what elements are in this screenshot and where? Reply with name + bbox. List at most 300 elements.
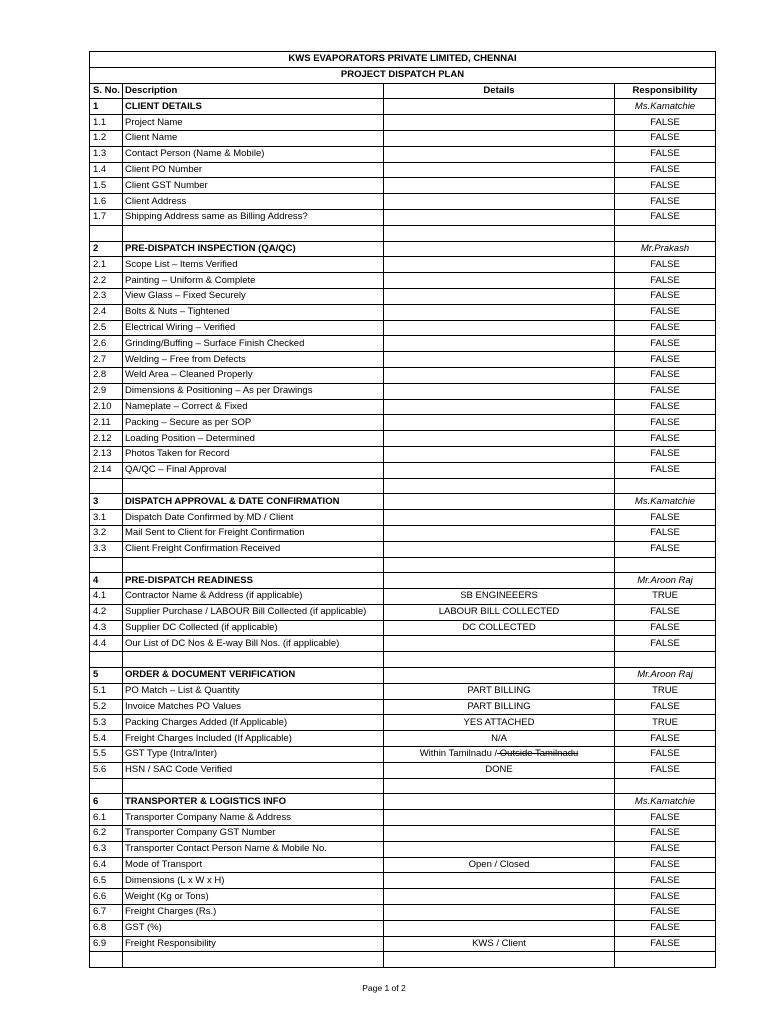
cell-description-text: Contact Person (Name & Mobile): [125, 148, 265, 160]
table-row: [90, 194, 716, 210]
cell-sno: [90, 873, 123, 889]
section-row: [90, 494, 716, 510]
cell-responsibility-text: FALSE: [650, 432, 680, 444]
cell-responsibility-text: TRUE: [652, 716, 678, 728]
table-row: [90, 431, 716, 447]
cell-description-text: Contractor Name & Address (if applicable): [125, 590, 303, 602]
cell-responsibility-text: Ms.Kamatchie: [634, 495, 696, 507]
spacer-row: [90, 225, 716, 241]
cell-description: [123, 731, 384, 747]
cell-description: [123, 510, 384, 526]
cell-description-text: HSN / SAC Code Verified: [125, 764, 233, 776]
cell-details-text: PART BILLING: [467, 685, 531, 697]
cell-sno-text: 6.3: [93, 843, 107, 855]
table-row: [90, 731, 716, 747]
cell-description: [123, 162, 384, 178]
cell-responsibility: [615, 668, 716, 684]
cell-sno: [90, 810, 123, 826]
cell-description-text: GST (%): [125, 922, 162, 934]
struck-details-text: Outside Tamilnadu: [497, 748, 579, 760]
cell-description: [123, 115, 384, 131]
cell-description: [123, 383, 384, 399]
cell-sno: [90, 636, 123, 652]
table-row: [90, 367, 716, 383]
cell-sno: [90, 668, 123, 684]
cell-details: [384, 288, 615, 304]
cell-description: [123, 225, 384, 241]
cell-description-text: TRANSPORTER & LOGISTICS INFO: [125, 795, 286, 807]
cell-sno: [90, 683, 123, 699]
cell-description: [123, 699, 384, 715]
cell-description: [123, 146, 384, 162]
cell-responsibility: [615, 241, 716, 257]
cell-description-text: Painting – Uniform & Complete: [125, 274, 256, 286]
cell-sno-text: 3: [93, 495, 99, 507]
section-row: [90, 668, 716, 684]
table-row: [90, 826, 716, 842]
cell-description: [123, 525, 384, 541]
table-row: [90, 320, 716, 336]
cell-sno-text: 2.2: [93, 274, 107, 286]
cell-details: [384, 747, 615, 763]
table-row: [90, 715, 716, 731]
cell-description: [123, 952, 384, 968]
table-row: [90, 857, 716, 873]
cell-details: [384, 873, 615, 889]
cell-description-text: Bolts & Nuts – Tightened: [125, 306, 230, 318]
cell-sno-text: 2.14: [93, 464, 112, 476]
cell-description: [123, 747, 384, 763]
cell-description-text: PRE-DISPATCH READINESS: [125, 574, 253, 586]
cell-responsibility: [615, 431, 716, 447]
cell-sno: [90, 604, 123, 620]
cell-description-text: Electrical Wiring – Verified: [125, 321, 236, 333]
cell-details: [384, 826, 615, 842]
spacer-row: [90, 952, 716, 968]
cell-details: [384, 446, 615, 462]
cell-details: [384, 462, 615, 478]
cell-responsibility: [615, 573, 716, 589]
cell-details: [384, 762, 615, 778]
cell-responsibility: [615, 178, 716, 194]
cell-details: [384, 478, 615, 494]
cell-details: [384, 99, 615, 115]
cell-sno: [90, 352, 123, 368]
cell-responsibility: [615, 383, 716, 399]
cell-responsibility-text: FALSE: [650, 811, 680, 823]
cell-description-text: Our List of DC Nos & E-way Bill Nos. (if applicable): [125, 637, 340, 649]
cell-description-text: View Glass – Fixed Securely: [125, 290, 246, 302]
cell-responsibility: [615, 889, 716, 905]
cell-responsibility: [615, 320, 716, 336]
cell-details: [384, 699, 615, 715]
cell-description-text: Client GST Number: [125, 179, 208, 191]
cell-responsibility: [615, 636, 716, 652]
cell-details: [384, 383, 615, 399]
cell-details: [384, 731, 615, 747]
cell-responsibility: [615, 273, 716, 289]
table-row: [90, 936, 716, 952]
cell-description-text: Supplier DC Collected (if applicable): [125, 622, 278, 634]
cell-responsibility-text: FALSE: [650, 859, 680, 871]
cell-responsibility: [615, 857, 716, 873]
cell-responsibility-text: FALSE: [650, 306, 680, 318]
table-row: [90, 415, 716, 431]
cell-description: [123, 446, 384, 462]
table-row: [90, 636, 716, 652]
cell-description: [123, 810, 384, 826]
cell-responsibility-text: FALSE: [650, 448, 680, 460]
table-row: [90, 810, 716, 826]
cell-description: [123, 715, 384, 731]
cell-sno-text: 6.1: [93, 811, 107, 823]
cell-sno: [90, 99, 123, 115]
cell-responsibility-text: FALSE: [650, 701, 680, 713]
cell-details: [384, 130, 615, 146]
cell-details-text: DC COLLECTED: [462, 622, 536, 634]
cell-details: [384, 257, 615, 273]
cell-details: [384, 541, 615, 557]
cell-responsibility: [615, 462, 716, 478]
cell-description: [123, 178, 384, 194]
cell-responsibility: [615, 367, 716, 383]
cell-details: [384, 841, 615, 857]
cell-sno-text: 6.6: [93, 890, 107, 902]
cell-description-text: ORDER & DOCUMENT VERIFICATION: [125, 669, 296, 681]
cell-responsibility: [615, 794, 716, 810]
cell-description: [123, 194, 384, 210]
cell-responsibility: [615, 920, 716, 936]
cell-responsibility-text: FALSE: [650, 211, 680, 223]
cell-details: [384, 636, 615, 652]
cell-details: [384, 573, 615, 589]
cell-responsibility-text: FALSE: [650, 637, 680, 649]
cell-responsibility: [615, 415, 716, 431]
cell-details: [384, 209, 615, 225]
cell-details: [384, 115, 615, 131]
cell-description: [123, 257, 384, 273]
column-header-responsibility: Responsibility: [615, 83, 716, 99]
cell-description: [123, 683, 384, 699]
cell-description-text: Packing – Secure as per SOP: [125, 416, 252, 428]
cell-sno-text: 3.2: [93, 527, 107, 539]
table-row: [90, 446, 716, 462]
table-row: [90, 288, 716, 304]
cell-sno: [90, 952, 123, 968]
cell-sno: [90, 541, 123, 557]
cell-sno: [90, 320, 123, 336]
cell-sno: [90, 826, 123, 842]
cell-details: [384, 668, 615, 684]
cell-description-text: Dispatch Date Confirmed by MD / Client: [125, 511, 294, 523]
cell-details: [384, 620, 615, 636]
cell-description: [123, 288, 384, 304]
cell-details: [384, 810, 615, 826]
cell-responsibility: [615, 810, 716, 826]
cell-description: [123, 478, 384, 494]
cell-details: [384, 162, 615, 178]
cell-responsibility: [615, 209, 716, 225]
cell-sno-text: 6.8: [93, 922, 107, 934]
table-row: [90, 209, 716, 225]
cell-sno: [90, 336, 123, 352]
cell-details: [384, 683, 615, 699]
cell-responsibility: [615, 225, 716, 241]
cell-sno-text: 1: [93, 100, 99, 112]
cell-responsibility: [615, 731, 716, 747]
cell-sno-text: 2.13: [93, 448, 112, 460]
spacer-row: [90, 557, 716, 573]
cell-responsibility: [615, 162, 716, 178]
table-row: [90, 178, 716, 194]
cell-sno-text: 2.8: [93, 369, 107, 381]
cell-sno-text: 6.9: [93, 938, 107, 950]
cell-sno: [90, 652, 123, 668]
cell-sno-text: 5.2: [93, 701, 107, 713]
cell-responsibility-text: FALSE: [650, 353, 680, 365]
cell-details: [384, 778, 615, 794]
cell-sno: [90, 194, 123, 210]
cell-responsibility: [615, 352, 716, 368]
cell-description: [123, 304, 384, 320]
cell-responsibility-text: FALSE: [650, 843, 680, 855]
cell-responsibility: [615, 604, 716, 620]
cell-responsibility: [615, 841, 716, 857]
table-row: [90, 604, 716, 620]
cell-details: [384, 525, 615, 541]
cell-description: [123, 826, 384, 842]
cell-details: [384, 415, 615, 431]
cell-sno-text: 2.3: [93, 290, 107, 302]
cell-sno-text: 1.4: [93, 163, 107, 175]
cell-details: [384, 510, 615, 526]
cell-responsibility-text: FALSE: [650, 290, 680, 302]
cell-description-text: Client Name: [125, 132, 178, 144]
cell-responsibility-text: FALSE: [650, 400, 680, 412]
cell-details: [384, 225, 615, 241]
cell-details: [384, 178, 615, 194]
cell-responsibility: [615, 762, 716, 778]
cell-description: [123, 620, 384, 636]
cell-description: [123, 415, 384, 431]
cell-responsibility-text: FALSE: [650, 416, 680, 428]
cell-description: [123, 920, 384, 936]
cell-description: [123, 367, 384, 383]
cell-sno: [90, 178, 123, 194]
cell-responsibility-text: FALSE: [650, 163, 680, 175]
table-row: [90, 525, 716, 541]
cell-description: [123, 905, 384, 921]
table-row: [90, 905, 716, 921]
cell-responsibility-text: FALSE: [650, 511, 680, 523]
cell-description: [123, 209, 384, 225]
cell-description: [123, 573, 384, 589]
cell-sno: [90, 304, 123, 320]
cell-sno: [90, 699, 123, 715]
cell-details: [384, 920, 615, 936]
cell-responsibility-text: FALSE: [650, 527, 680, 539]
cell-description: [123, 494, 384, 510]
cell-details: [384, 336, 615, 352]
cell-description-text: Transporter Company Name & Address: [125, 811, 291, 823]
cell-description-text: Dimensions & Positioning – As per Drawings: [125, 385, 313, 397]
table-row: [90, 873, 716, 889]
cell-description-text: Grinding/Buffing – Surface Finish Checked: [125, 337, 305, 349]
cell-sno-text: 5.1: [93, 685, 107, 697]
cell-sno: [90, 589, 123, 605]
cell-sno: [90, 936, 123, 952]
cell-responsibility: [615, 99, 716, 115]
cell-responsibility-text: FALSE: [650, 543, 680, 555]
cell-responsibility: [615, 873, 716, 889]
cell-responsibility-text: Ms.Kamatchie: [634, 100, 696, 112]
cell-details: [384, 652, 615, 668]
cell-sno-text: 4.1: [93, 590, 107, 602]
cell-sno-text: 2.7: [93, 353, 107, 365]
cell-responsibility: [615, 304, 716, 320]
cell-sno-text: 2.9: [93, 385, 107, 397]
cell-description-text: QA/QC – Final Approval: [125, 464, 227, 476]
cell-sno: [90, 762, 123, 778]
cell-responsibility-text: FALSE: [650, 748, 680, 760]
cell-sno: [90, 162, 123, 178]
cell-description-text: GST Type (Intra/Inter): [125, 748, 218, 760]
cell-sno: [90, 557, 123, 573]
cell-responsibility-text: FALSE: [650, 890, 680, 902]
cell-responsibility: [615, 510, 716, 526]
cell-responsibility: [615, 130, 716, 146]
cell-responsibility: [615, 905, 716, 921]
cell-sno: [90, 778, 123, 794]
cell-responsibility-text: FALSE: [650, 274, 680, 286]
spacer-row: [90, 652, 716, 668]
cell-description: [123, 936, 384, 952]
cell-sno-text: 5.5: [93, 748, 107, 760]
table-row: [90, 352, 716, 368]
cell-description-text: Project Name: [125, 116, 183, 128]
cell-responsibility: [615, 115, 716, 131]
table-row: [90, 841, 716, 857]
section-row: [90, 573, 716, 589]
cell-responsibility-text: FALSE: [650, 116, 680, 128]
cell-responsibility-text: FALSE: [650, 906, 680, 918]
cell-sno-text: 5.6: [93, 764, 107, 776]
spacer-row: [90, 778, 716, 794]
cell-description: [123, 352, 384, 368]
cell-details: [384, 352, 615, 368]
cell-sno-text: 1.1: [93, 116, 107, 128]
cell-responsibility: [615, 747, 716, 763]
cell-responsibility: [615, 494, 716, 510]
cell-description: [123, 541, 384, 557]
cell-sno-text: 1.5: [93, 179, 107, 191]
cell-description-text: Client Address: [125, 195, 187, 207]
cell-sno: [90, 288, 123, 304]
cell-sno: [90, 478, 123, 494]
table-row: [90, 620, 716, 636]
document-title: PROJECT DISPATCH PLAN: [90, 67, 716, 83]
cell-sno-text: 4.2: [93, 606, 107, 618]
table-row: [90, 699, 716, 715]
cell-description-text: Transporter Contact Person Name & Mobile No.: [125, 843, 327, 855]
cell-sno: [90, 431, 123, 447]
cell-sno-text: 4.4: [93, 637, 107, 649]
cell-description-text: Packing Charges Added (If Applicable): [125, 716, 288, 728]
cell-description: [123, 130, 384, 146]
table-row: [90, 146, 716, 162]
cell-details: [384, 905, 615, 921]
title-row: [90, 67, 716, 83]
cell-description: [123, 336, 384, 352]
cell-sno: [90, 573, 123, 589]
cell-sno: [90, 905, 123, 921]
cell-sno-text: 6.5: [93, 874, 107, 886]
table-row: [90, 162, 716, 178]
cell-details: [384, 857, 615, 873]
cell-responsibility: [615, 541, 716, 557]
section-row: [90, 794, 716, 810]
cell-description-text: Mode of Transport: [125, 859, 203, 871]
cell-sno: [90, 841, 123, 857]
cell-details: [384, 273, 615, 289]
cell-description: [123, 462, 384, 478]
cell-responsibility-text: FALSE: [650, 464, 680, 476]
cell-details: [384, 589, 615, 605]
cell-description-text: Client Freight Confirmation Received: [125, 543, 281, 555]
cell-details: [384, 399, 615, 415]
table-row: [90, 747, 716, 763]
cell-sno-text: 5.4: [93, 732, 107, 744]
dispatch-plan-table: [89, 51, 716, 968]
cell-responsibility: [615, 620, 716, 636]
cell-sno: [90, 510, 123, 526]
cell-sno-text: 6.4: [93, 859, 107, 871]
column-header-sno: S. No.: [90, 83, 123, 99]
cell-responsibility-text: FALSE: [650, 827, 680, 839]
cell-responsibility: [615, 146, 716, 162]
cell-sno: [90, 889, 123, 905]
cell-responsibility: [615, 288, 716, 304]
cell-description: [123, 604, 384, 620]
cell-sno: [90, 383, 123, 399]
cell-responsibility-text: FALSE: [650, 321, 680, 333]
cell-description-text: PRE-DISPATCH INSPECTION (QA/QC): [125, 242, 296, 254]
table-row: [90, 383, 716, 399]
cell-sno: [90, 494, 123, 510]
table-row: [90, 762, 716, 778]
cell-responsibility-text: FALSE: [650, 179, 680, 191]
cell-sno-text: 2.12: [93, 432, 112, 444]
table-row: [90, 257, 716, 273]
cell-sno: [90, 794, 123, 810]
cell-description: [123, 889, 384, 905]
cell-sno: [90, 462, 123, 478]
cell-responsibility-text: FALSE: [650, 606, 680, 618]
cell-details: [384, 715, 615, 731]
cell-responsibility: [615, 699, 716, 715]
cell-details: [384, 889, 615, 905]
cell-sno-text: 6.7: [93, 906, 107, 918]
cell-sno: [90, 920, 123, 936]
cell-sno: [90, 273, 123, 289]
cell-responsibility: [615, 589, 716, 605]
cell-description: [123, 841, 384, 857]
table-row: [90, 589, 716, 605]
cell-responsibility: [615, 446, 716, 462]
cell-responsibility: [615, 936, 716, 952]
cell-sno: [90, 257, 123, 273]
cell-sno: [90, 446, 123, 462]
